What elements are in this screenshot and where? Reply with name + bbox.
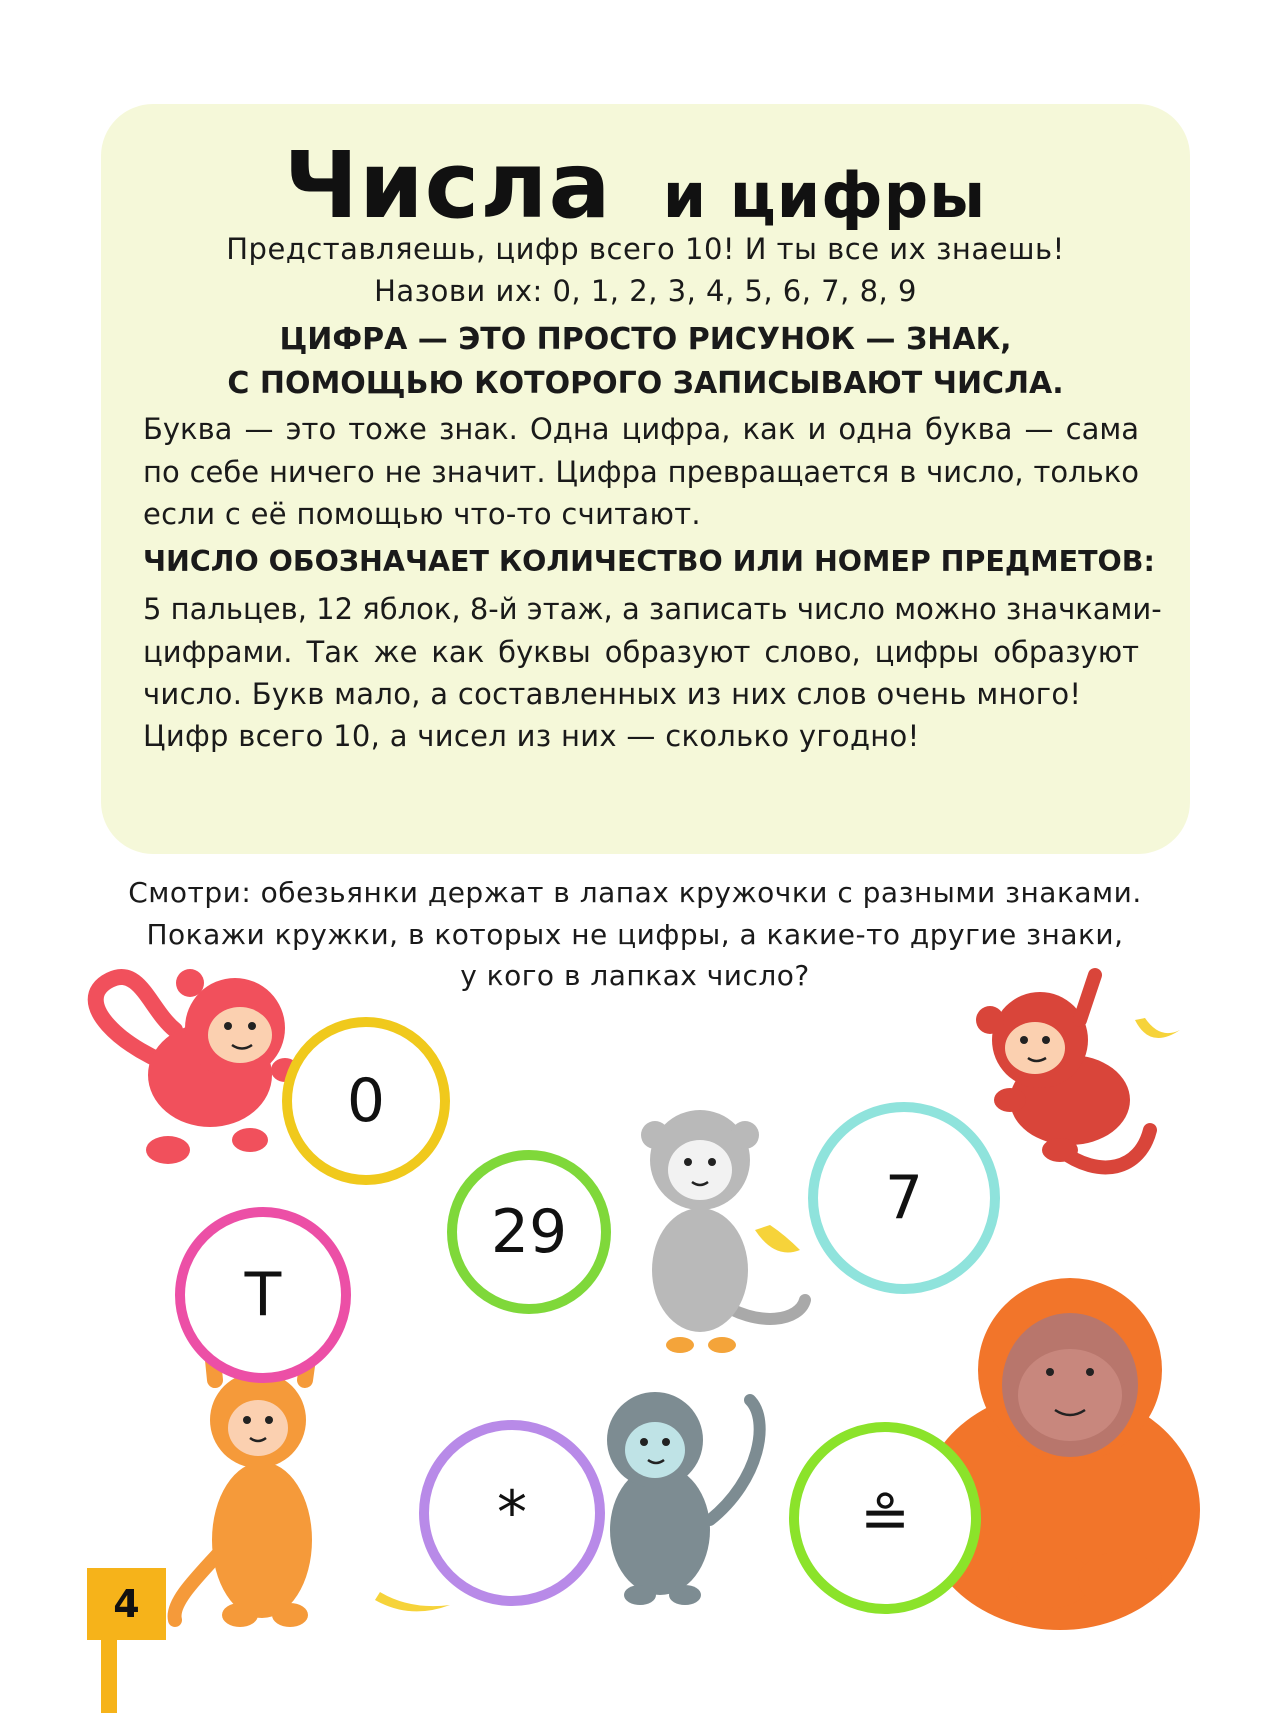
paragraph1-line-2: по себе ничего не значит. Цифра превращается в число, только — [143, 455, 1139, 489]
paragraph2-line-3: число. Букв мало, а составленных из них слов очень много! — [143, 677, 1082, 711]
circle-letter-t — [175, 1207, 351, 1383]
task-line-2: Покажи кружки, в которых не цифры, а какие-то другие знаки, — [146, 918, 1124, 951]
circle-seven — [808, 1102, 1000, 1294]
intro-line-2: Назови их: 0, 1, 2, 3, 4, 5, 6, 7, 8, 9 — [374, 274, 917, 308]
task-line-3: у кого в лапках число? — [460, 959, 810, 992]
paragraph2-line-2: цифрами. Так же как буквы образуют слово, цифры образуют — [143, 635, 1139, 669]
circle-zero — [282, 1017, 450, 1185]
definition-line-2: С ПОМОЩЬЮ КОТОРОГО ЗАПИСЫВАЮТ ЧИСЛА. — [227, 366, 1064, 401]
paragraph2-line-4: Цифр всего 10, а чисел из них — сколько угодно! — [143, 719, 920, 753]
circle-twenty-nine — [447, 1150, 611, 1314]
circle-equal-sign-symbol: ≗ — [859, 1483, 911, 1553]
paragraph1-line-1: Буква — это тоже знак. Одна цифра, как и одна буква — сама — [143, 412, 1139, 446]
title-rest: и цифры — [662, 159, 987, 232]
task-line-1: Смотри: обезьянки держат в лапах кружочки с разными знаками. — [128, 876, 1142, 909]
circle-equal-sign — [789, 1422, 981, 1614]
banana-icon — [1135, 1018, 1180, 1038]
grey-monkey-middle — [641, 1110, 805, 1353]
page-number — [87, 1568, 166, 1640]
circle-twenty-nine-symbol: 29 — [490, 1197, 568, 1267]
paragraph1-line-3: если с её помощью что-то считают. — [143, 497, 701, 531]
circle-seven-symbol: 7 — [884, 1163, 924, 1233]
circle-asterisk-symbol: * — [497, 1478, 527, 1548]
circle-zero-symbol: 0 — [346, 1066, 386, 1136]
red-monkey-right — [976, 975, 1150, 1167]
banana-peel-icon — [375, 1592, 450, 1611]
red-monkey-left — [96, 969, 299, 1164]
number-definition: ЧИСЛО ОБОЗНАЧАЕТ КОЛИЧЕСТВО ИЛИ НОМЕР ПРЕДМЕТОВ: — [143, 545, 1155, 578]
paragraph2-line-1: 5 пальцев, 12 яблок, 8-й этаж, а записать число можно значками- — [143, 592, 1162, 626]
orangutan — [920, 1278, 1200, 1630]
page-number-text: 4 — [113, 1582, 140, 1626]
title-main: Числа — [283, 132, 612, 239]
definition-line-1: ЦИФРА — ЭТО ПРОСТО РИСУНОК — ЗНАК, — [279, 322, 1012, 357]
circle-letter-t-symbol: Т — [244, 1260, 282, 1330]
circle-asterisk — [419, 1420, 605, 1606]
page-number-pole — [101, 1640, 117, 1713]
intro-line-1: Представляешь, цифр всего 10! И ты все их знаешь! — [226, 232, 1065, 266]
grey-monkey-bottom — [607, 1392, 760, 1605]
